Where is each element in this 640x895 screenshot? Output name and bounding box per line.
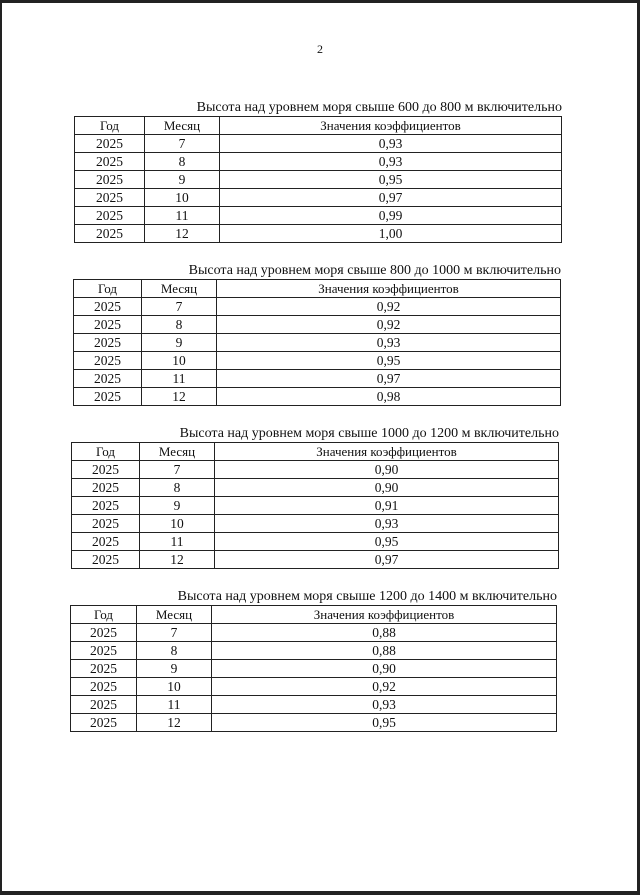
year-cell: 2025 (74, 370, 142, 388)
column-header-year: Год (75, 117, 145, 135)
table-row (71, 642, 557, 660)
table-row (75, 225, 562, 243)
value-cell: 0,99 (220, 207, 562, 225)
value-cell: 0,88 (212, 624, 557, 642)
column-header-month: Месяц (140, 443, 215, 461)
value-cell: 0,95 (217, 352, 561, 370)
column-header-value: Значения коэффициентов (212, 606, 557, 624)
month-cell: 8 (137, 642, 212, 660)
year-cell: 2025 (75, 171, 145, 189)
month-cell: 11 (145, 207, 220, 225)
page-number: 2 (317, 42, 323, 56)
month-cell: 12 (140, 551, 215, 569)
month-cell: 9 (142, 334, 217, 352)
table-row (71, 624, 557, 642)
value-cell: 0,92 (217, 316, 561, 334)
month-cell: 7 (137, 624, 212, 642)
year-cell: 2025 (71, 696, 137, 714)
column-header-year: Год (72, 443, 140, 461)
value-cell: 0,95 (212, 714, 557, 732)
altitude-block-1200-1400 (70, 589, 557, 732)
month-cell: 10 (137, 678, 212, 696)
value-cell: 0,93 (220, 153, 562, 171)
table-header-row (74, 280, 561, 298)
table-row (72, 461, 559, 479)
month-cell: 8 (142, 316, 217, 334)
block-title: Высота над уровнем моря свыше 600 до 800 м включительно (196, 100, 562, 115)
value-cell: 0,90 (215, 479, 559, 497)
block-title: Высота над уровнем моря свыше 800 до 1000 м включительно (188, 263, 561, 278)
altitude-block-1000-1200 (71, 426, 559, 569)
table-row (72, 497, 559, 515)
table-header-row (75, 117, 562, 135)
year-cell: 2025 (75, 225, 145, 243)
table-row (75, 135, 562, 153)
year-cell: 2025 (71, 714, 137, 732)
year-cell: 2025 (72, 461, 140, 479)
coefficient-table (70, 605, 557, 732)
column-header-value: Значения коэффициентов (215, 443, 559, 461)
table-row (72, 515, 559, 533)
table-row (71, 714, 557, 732)
coefficient-table (74, 116, 562, 243)
value-cell: 0,90 (212, 660, 557, 678)
value-cell: 0,95 (215, 533, 559, 551)
coefficient-table (73, 279, 561, 406)
month-cell: 10 (145, 189, 220, 207)
year-cell: 2025 (71, 642, 137, 660)
value-cell: 0,93 (215, 515, 559, 533)
table-row (75, 207, 562, 225)
year-cell: 2025 (74, 388, 142, 406)
month-cell: 9 (137, 660, 212, 678)
month-cell: 7 (145, 135, 220, 153)
value-cell: 0,88 (212, 642, 557, 660)
year-cell: 2025 (71, 624, 137, 642)
value-cell: 0,93 (217, 334, 561, 352)
year-cell: 2025 (71, 678, 137, 696)
altitude-block-600-800 (74, 100, 562, 243)
month-cell: 7 (142, 298, 217, 316)
year-cell: 2025 (74, 316, 142, 334)
table-row (71, 660, 557, 678)
value-cell: 0,93 (212, 696, 557, 714)
month-cell: 11 (140, 533, 215, 551)
month-cell: 9 (145, 171, 220, 189)
table-row (72, 551, 559, 569)
column-header-year: Год (74, 280, 142, 298)
month-cell: 11 (137, 696, 212, 714)
table-row (74, 352, 561, 370)
value-cell: 0,93 (220, 135, 562, 153)
table-row (74, 334, 561, 352)
block-title: Высота над уровнем моря свыше 1200 до 1400 м включительно (177, 589, 557, 604)
month-cell: 10 (140, 515, 215, 533)
table-row (74, 298, 561, 316)
column-header-month: Месяц (137, 606, 212, 624)
year-cell: 2025 (75, 189, 145, 207)
table-header-row (71, 606, 557, 624)
year-cell: 2025 (74, 352, 142, 370)
column-header-year: Год (71, 606, 137, 624)
value-cell: 0,97 (215, 551, 559, 569)
month-cell: 11 (142, 370, 217, 388)
table-row (74, 316, 561, 334)
table-row (75, 153, 562, 171)
year-cell: 2025 (72, 551, 140, 569)
table-row (71, 696, 557, 714)
year-cell: 2025 (71, 660, 137, 678)
value-cell: 1,00 (220, 225, 562, 243)
year-cell: 2025 (75, 207, 145, 225)
table-row (72, 479, 559, 497)
value-cell: 0,98 (217, 388, 561, 406)
altitude-block-800-1000 (73, 263, 561, 406)
column-header-month: Месяц (145, 117, 220, 135)
year-cell: 2025 (74, 298, 142, 316)
month-cell: 7 (140, 461, 215, 479)
month-cell: 12 (137, 714, 212, 732)
month-cell: 10 (142, 352, 217, 370)
page-border-left (0, 0, 2, 895)
year-cell: 2025 (72, 515, 140, 533)
value-cell: 0,91 (215, 497, 559, 515)
value-cell: 0,92 (212, 678, 557, 696)
coefficient-table (71, 442, 559, 569)
year-cell: 2025 (72, 533, 140, 551)
month-cell: 9 (140, 497, 215, 515)
page-border-bottom (0, 891, 640, 895)
year-cell: 2025 (74, 334, 142, 352)
value-cell: 0,92 (217, 298, 561, 316)
value-cell: 0,97 (220, 189, 562, 207)
table-row (71, 678, 557, 696)
table-row (75, 171, 562, 189)
column-header-month: Месяц (142, 280, 217, 298)
value-cell: 0,90 (215, 461, 559, 479)
month-cell: 8 (140, 479, 215, 497)
page-border-top (0, 0, 640, 3)
year-cell: 2025 (75, 135, 145, 153)
year-cell: 2025 (75, 153, 145, 171)
table-row (72, 533, 559, 551)
value-cell: 0,97 (217, 370, 561, 388)
month-cell: 8 (145, 153, 220, 171)
table-row (74, 388, 561, 406)
table-header-row (72, 443, 559, 461)
table-row (75, 189, 562, 207)
year-cell: 2025 (72, 497, 140, 515)
column-header-value: Значения коэффициентов (220, 117, 562, 135)
month-cell: 12 (142, 388, 217, 406)
column-header-value: Значения коэффициентов (217, 280, 561, 298)
table-row (74, 370, 561, 388)
year-cell: 2025 (72, 479, 140, 497)
month-cell: 12 (145, 225, 220, 243)
value-cell: 0,95 (220, 171, 562, 189)
block-title: Высота над уровнем моря свыше 1000 до 1200 м включительно (179, 426, 559, 441)
